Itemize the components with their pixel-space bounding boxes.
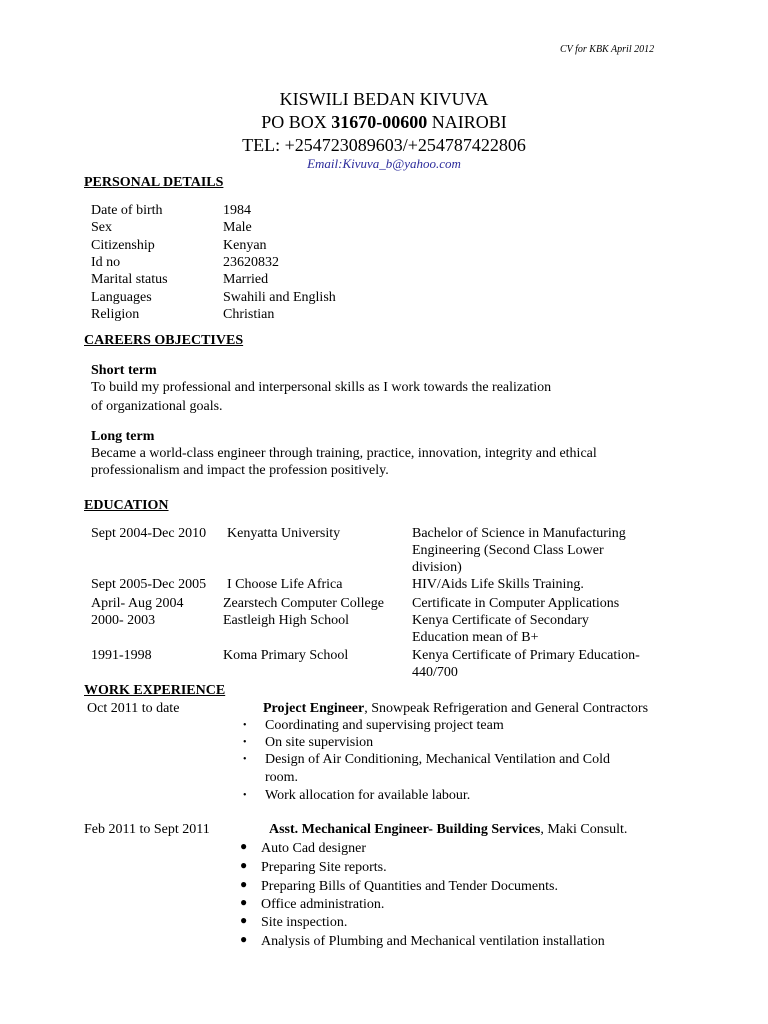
edu-award: Kenya Certificate of Secondary <box>412 613 589 628</box>
citizenship-value: Kenyan <box>223 238 267 253</box>
job-duty: Coordinating and supervising project team <box>265 718 504 733</box>
long-term-text-line2: professionalism and impact the profession positively. <box>91 463 389 478</box>
religion-value: Christian <box>223 307 275 322</box>
job-heading <box>263 700 648 717</box>
po-box-number: 31670-00600 <box>331 112 428 132</box>
edu-period: Sept 2005-Dec 2005 <box>91 577 207 592</box>
edu-award: HIV/Aids Life Skills Training. <box>412 577 584 592</box>
bullet-icon: ● <box>240 895 248 909</box>
religion-label: Religion <box>91 307 140 322</box>
edu-period: April- Aug 2004 <box>91 596 184 611</box>
bullet-icon: • <box>243 720 247 731</box>
work-experience-heading: WORK EXPERIENCE <box>84 683 226 698</box>
applicant-name: KISWILI BEDAN KIVUVA <box>279 89 489 109</box>
edu-period: Sept 2004-Dec 2010 <box>91 526 207 541</box>
job-title: Project Engineer <box>263 701 365 716</box>
languages-label: Languages <box>91 290 152 305</box>
telephone: TEL: +254723089603/+254787422806 <box>242 135 526 155</box>
career-objectives-heading: CAREERS OBJECTIVES <box>84 333 244 348</box>
edu-award: Bachelor of Science in Manufacturing <box>412 526 626 541</box>
edu-award: Certificate in Computer Applications <box>412 596 620 611</box>
long-term-text-line1: Became a world-class engineer through training, practice, innovation, integrity and ethical <box>91 446 597 461</box>
po-box-city: NAIROBI <box>431 112 507 132</box>
job-heading <box>269 821 627 838</box>
short-term-text-line2: of organizational goals. <box>91 399 223 414</box>
job-duty: Office administration. <box>261 897 385 912</box>
header-note: CV for KBK April 2012 <box>560 44 655 55</box>
education-heading: EDUCATION <box>84 498 169 513</box>
dob-value: 1984 <box>223 203 251 218</box>
short-term-title: Short term <box>91 363 157 378</box>
job-company: , Maki Consult. <box>540 822 628 837</box>
bullet-icon: ● <box>240 932 248 946</box>
languages-value: Swahili and English <box>223 290 336 305</box>
bullet-icon: • <box>243 754 247 765</box>
long-term-title: Long term <box>91 429 155 444</box>
edu-award: division) <box>412 560 462 575</box>
bullet-icon: • <box>243 790 247 801</box>
edu-award: Engineering (Second Class Lower <box>412 543 604 558</box>
job-duty: Work allocation for available labour. <box>265 788 471 803</box>
email-address: Email:Kivuva_b@yahoo.com <box>307 156 461 171</box>
job-duty: Analysis of Plumbing and Mechanical ventilation installation <box>261 934 605 949</box>
job-duty: Site inspection. <box>261 915 348 930</box>
edu-school: Koma Primary School <box>223 648 349 663</box>
edu-award: Education mean of B+ <box>412 630 539 645</box>
job-title: Asst. Mechanical Engineer- Building Services <box>269 822 541 837</box>
short-term-text-line1: To build my professional and interpersonal skills as I work towards the realization <box>91 380 552 395</box>
edu-award: Kenya Certificate of Primary Education- <box>412 648 640 663</box>
marital-label: Marital status <box>91 272 168 287</box>
edu-school: Zearstech Computer College <box>223 596 384 611</box>
job-duty: Preparing Bills of Quantities and Tender Documents. <box>261 879 558 894</box>
edu-school: Eastleigh High School <box>223 613 349 628</box>
bullet-icon: • <box>243 737 247 748</box>
job-duty-continued: room. <box>265 770 299 785</box>
job-duty: Design of Air Conditioning, Mechanical Ventilation and Cold <box>265 752 611 767</box>
edu-period: 1991-1998 <box>91 648 152 663</box>
sex-label: Sex <box>91 220 112 235</box>
personal-details-heading: PERSONAL DETAILS <box>84 175 224 190</box>
job-period: Feb 2011 to Sept 2011 <box>84 822 210 837</box>
postal-address <box>0 111 768 133</box>
citizenship-label: Citizenship <box>91 238 155 253</box>
dob-label: Date of birth <box>91 203 163 218</box>
job-duty: Auto Cad designer <box>261 841 366 856</box>
job-company: , Snowpeak Refrigeration and General Contractors <box>364 701 649 716</box>
bullet-icon: ● <box>240 913 248 927</box>
marital-value: Married <box>223 272 269 287</box>
id-value: 23620832 <box>223 255 279 270</box>
job-period: Oct 2011 to date <box>87 701 180 716</box>
edu-school: I Choose Life Africa <box>227 577 343 592</box>
edu-school: Kenyatta University <box>227 526 341 541</box>
edu-award: 440/700 <box>412 665 458 680</box>
job-duty: On site supervision <box>265 735 374 750</box>
sex-value: Male <box>223 220 252 235</box>
bullet-icon: ● <box>240 877 248 891</box>
po-box-prefix: PO BOX <box>261 112 327 132</box>
bullet-icon: ● <box>240 839 248 853</box>
id-label: Id no <box>91 255 121 270</box>
job-duty: Preparing Site reports. <box>261 860 387 875</box>
bullet-icon: ● <box>240 858 248 872</box>
edu-period: 2000- 2003 <box>91 613 156 628</box>
